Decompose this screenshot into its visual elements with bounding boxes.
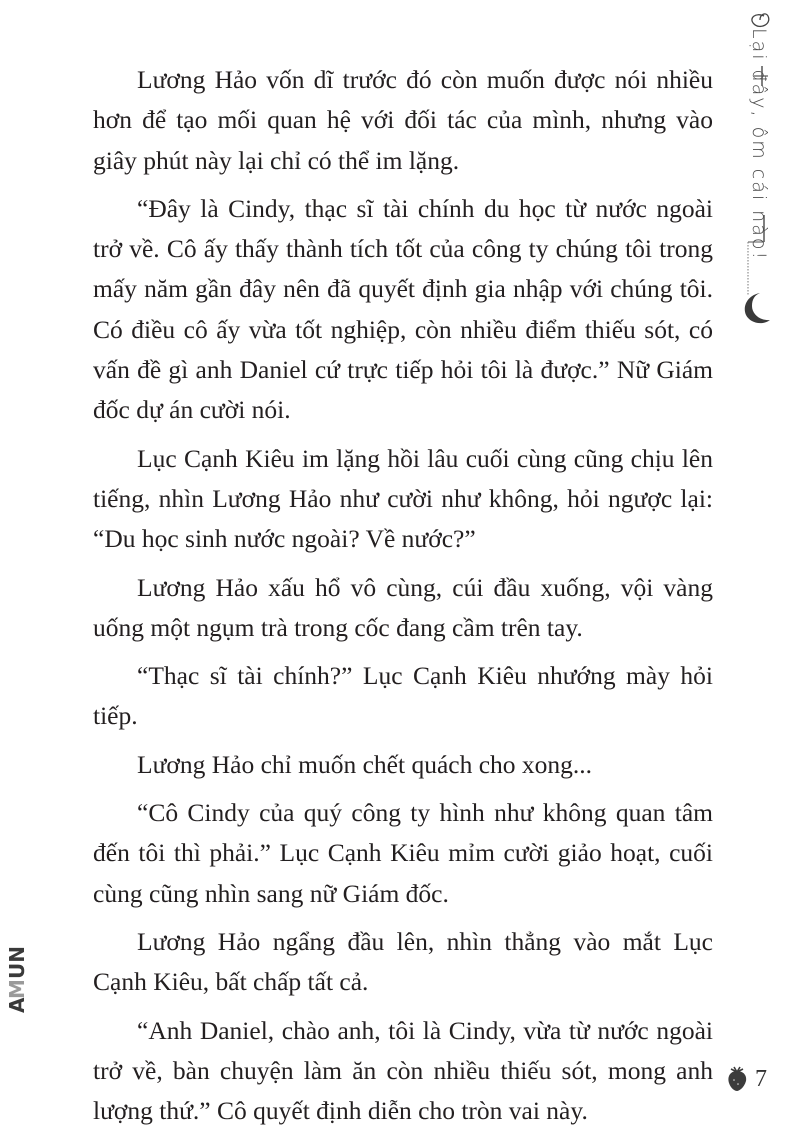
paragraph: Lương Hảo vốn dĩ trước đó còn muốn được nói nhiều hơn để tạo mối quan hệ với đối tác của mình, nhưng vào giây phút này lại chỉ có thể im lặng. — [93, 65, 713, 175]
paragraph: Lục Cạnh Kiêu im lặng hồi lâu cuối cùng cũng chịu lên tiếng, nhìn Lương Hảo như cười như không, hỏi ngược lại: “Du học sinh nước ngoài? Về nước?” — [93, 443, 713, 554]
paragraph: Lương Hảo chỉ muốn chết quách cho xong... — [137, 749, 593, 779]
paragraph: Lương Hảo xấu hổ vô cùng, cúi đầu xuống, vội vàng uống một ngụm trà trong cốc đang cầm trên tay. — [93, 572, 713, 642]
running-title: Lại đây, ôm cái nào! — [748, 28, 770, 262]
crescent-moon-icon — [738, 290, 774, 326]
paragraph: “Đây là Cindy, thạc sĩ tài chính du học từ nước ngoài trở về. Cô ấy thấy thành tích tốt của công ty chúng tôi trong mấy năm gần đây nên đã quyết định gia nhập với chúng tôi. Có điều cô ấy vừa tốt nghiệp, còn nhiều điểm thiếu sót, có vấn đề gì anh Daniel cứ trực tiếp hỏi tôi là được.” Nữ Giám đốc dự án cười nói. — [93, 193, 713, 425]
svg-text:UN: UN — [5, 946, 29, 979]
svg-text:A: A — [5, 997, 29, 1013]
strawberry-icon — [726, 1066, 748, 1092]
paragraph: “Cô Cindy của quý công ty hình như không quan tâm đến tôi thì phải.” Lục Cạnh Kiêu mỉm cười giảo hoạt, cuối cùng cũng nhìn sang nữ Giám đốc. — [93, 798, 713, 908]
publisher-logo — [2, 935, 30, 1015]
page-number: 7 — [755, 1066, 767, 1092]
paragraph: Lương Hảo ngẩng đầu lên, nhìn thẳng vào mắt Lục Cạnh Kiêu, bất chấp tất cả. — [93, 926, 713, 997]
svg-text:M: M — [5, 979, 29, 999]
paragraph: “Thạc sĩ tài chính?” Lục Cạnh Kiêu nhướng mày hỏi tiếp. — [93, 661, 713, 731]
paragraph: “Anh Daniel, chào anh, tôi là Cindy, vừa từ nước ngoài trở về, bàn chuyện làm ăn còn nhiều thiếu sót, mong anh lượng thứ.” Cô quyết định diễn cho tròn vai này. — [93, 1015, 713, 1126]
page-body — [93, 60, 713, 1139]
